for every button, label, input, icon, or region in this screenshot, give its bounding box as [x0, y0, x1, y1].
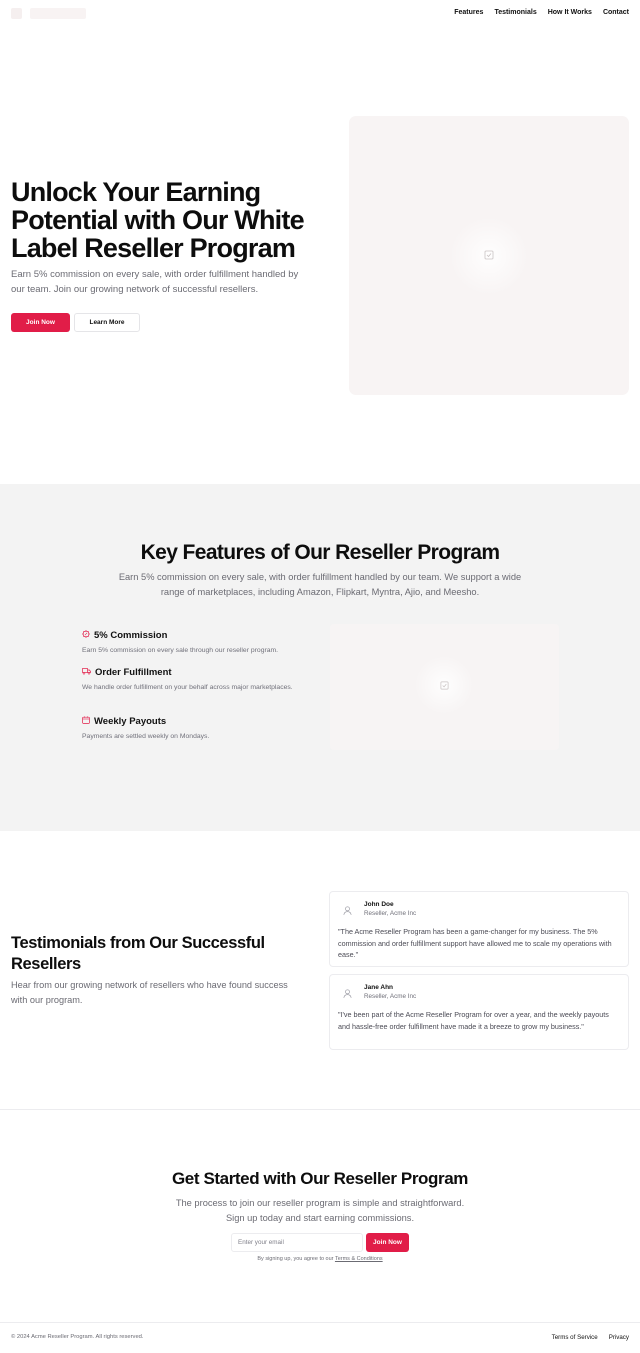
- section-divider: [0, 1109, 640, 1110]
- cta-subtitle: The process to join our reseller program is simple and straightforward. Sign up today and start earning commissions.: [175, 1198, 465, 1223]
- nav-link-how-it-works[interactable]: How It Works: [547, 9, 592, 16]
- hero-subtitle: Earn 5% commission on every sale, with order fulfillment handled by our team. Join our growing network of successful resellers.: [11, 269, 299, 295]
- feature-title: Weekly Payouts: [94, 716, 167, 727]
- nav-link-features[interactable]: Features: [454, 9, 484, 16]
- feature-description: We handle order fulfillment on your behalf across major marketplaces.: [82, 684, 293, 691]
- features-title: Key Features of Our Reseller Program: [140, 541, 500, 564]
- feature-description: Earn 5% commission on every sale through our reseller program.: [82, 647, 279, 654]
- footer-link-terms[interactable]: Terms of Service: [551, 1334, 598, 1341]
- footer-divider: [0, 1322, 640, 1323]
- feature-description: Payments are settled weekly on Mondays.: [82, 733, 210, 740]
- copyright-text: © 2024 Acme Reseller Program. All rights reserved.: [11, 1334, 144, 1340]
- testimonials-subtitle: Hear from our growing network of resellers who have found success with our program.: [11, 980, 288, 1005]
- hero-title: Unlock Your Earning Potential with Our White Label Reseller Program: [11, 177, 304, 263]
- testimonial-quote: "I've been part of the Acme Reseller Program for over a year, and the weekly payouts and hassle-free order fulfillment have made it a breeze to grow my business.": [338, 1010, 609, 1031]
- cta-title: Get Started with Our Reseller Program: [171, 1169, 468, 1188]
- testimonial-name: Jane Ahn: [364, 984, 394, 991]
- terms-link[interactable]: Terms & Conditions: [334, 1256, 383, 1262]
- terms-prefix: By signing up, you agree to our: [257, 1256, 335, 1262]
- feature-item-fulfillment: [82, 667, 322, 694]
- truck-icon: [82, 667, 91, 678]
- feature-item-commission: [82, 630, 322, 657]
- testimonial-card: [329, 891, 629, 967]
- nav-links: [454, 9, 629, 16]
- badge-percent-icon: [82, 630, 90, 641]
- testimonials-title: Testimonials from Our Successful Resellers: [11, 934, 265, 973]
- testimonial-role: Reseller, Acme Inc: [364, 993, 417, 1000]
- features-image: [330, 624, 559, 750]
- user-icon: [342, 903, 353, 914]
- cta-join-now-button[interactable]: Join Now: [366, 1233, 409, 1252]
- testimonial-name: John Doe: [364, 901, 394, 908]
- top-nav: [0, 0, 640, 28]
- feature-item-payouts: [82, 716, 322, 743]
- join-now-button[interactable]: Join Now: [11, 313, 70, 332]
- footer-link-privacy[interactable]: Privacy: [608, 1334, 629, 1341]
- feature-title: Order Fulfillment: [95, 667, 172, 678]
- learn-more-button[interactable]: Learn More: [74, 313, 140, 332]
- testimonial-card: [329, 974, 629, 1050]
- features-subtitle: Earn 5% commission on every sale, with order fulfillment handled by our team. We support a wide range of marketplaces, including Amazon, Flipkart, Myntra, Ajio, and Meesho.: [118, 572, 522, 597]
- nav-link-testimonials[interactable]: Testimonials: [494, 9, 537, 16]
- email-field[interactable]: [231, 1233, 363, 1252]
- image-placeholder-icon: [439, 680, 449, 690]
- footer-links: [552, 1334, 629, 1341]
- testimonial-role: Reseller, Acme Inc: [364, 910, 417, 917]
- hero-image: [349, 116, 629, 395]
- features-section: [0, 484, 640, 831]
- testimonial-quote: "The Acme Reseller Program has been a game-changer for my business. The 5% commission and order fulfillment support have allowed me to scale my operations with ease.": [338, 927, 612, 960]
- logo-wordmark[interactable]: [30, 8, 86, 19]
- feature-title: 5% Commission: [94, 630, 168, 641]
- nav-link-contact[interactable]: Contact: [602, 9, 629, 16]
- user-icon: [342, 986, 353, 997]
- logo-icon[interactable]: [11, 8, 22, 19]
- terms-notice: [0, 1256, 640, 1262]
- image-placeholder-icon: [484, 250, 494, 260]
- calendar-icon: [82, 716, 90, 727]
